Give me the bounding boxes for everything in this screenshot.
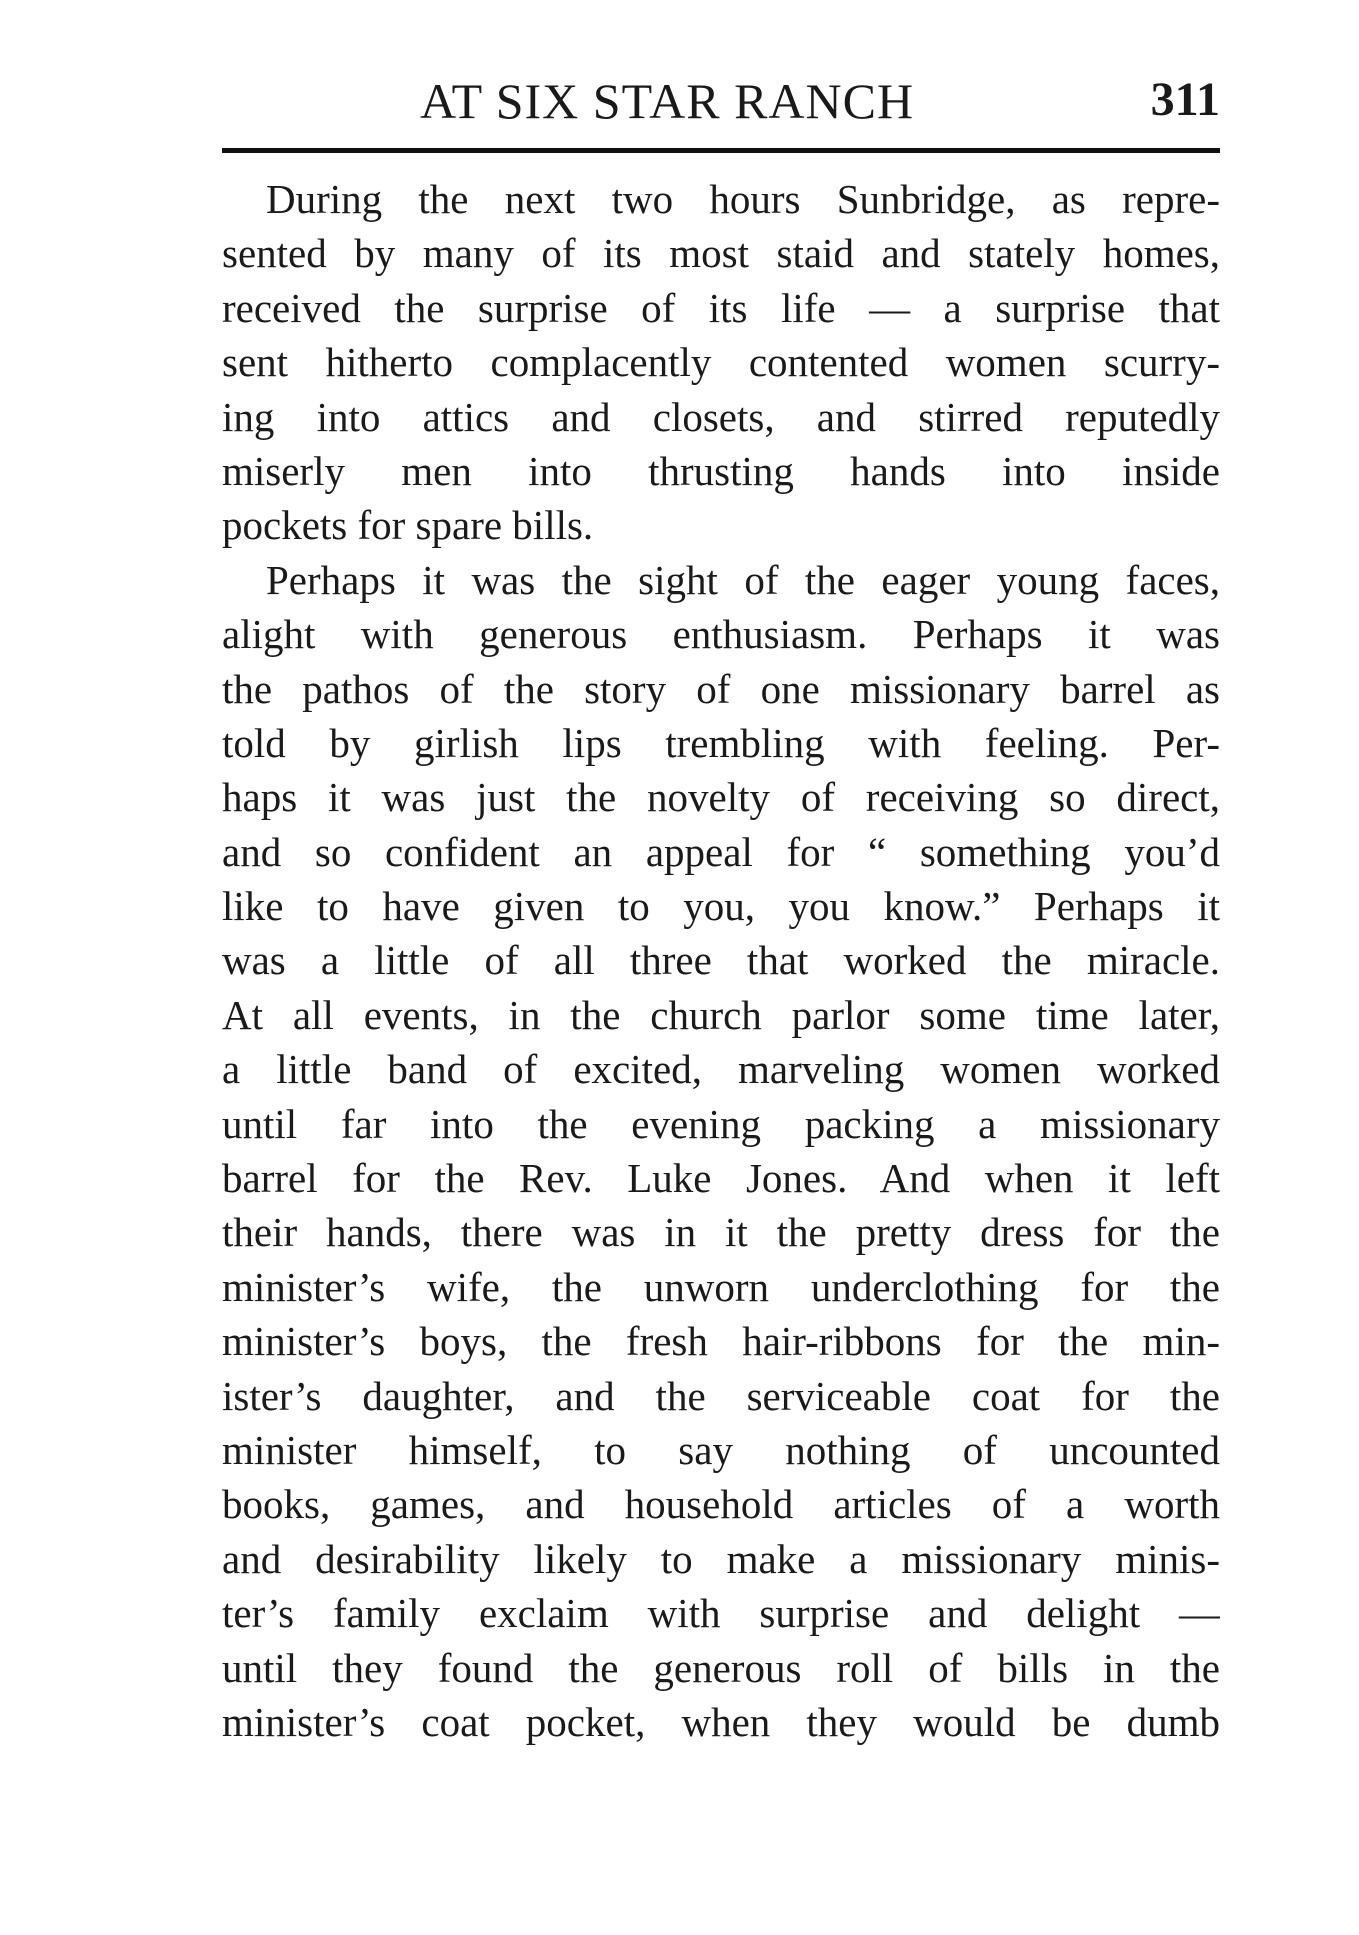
header-rule xyxy=(222,148,1220,153)
text-line: a little band of excited, marveling women worked xyxy=(222,1046,1220,1093)
text-line: Perhaps it was the sight of the eager young faces, xyxy=(266,556,1220,603)
text-line: until far into the evening packing a missionary xyxy=(222,1100,1220,1147)
text-line: until they found the generous roll of bills in the xyxy=(222,1644,1220,1691)
paragraph-2 xyxy=(222,553,1220,1750)
body-text xyxy=(222,172,1220,1749)
text-line: received the surprise of its life — a surprise that xyxy=(222,284,1220,331)
text-line: sented by many of its most staid and stately homes, xyxy=(222,230,1220,277)
text-line: their hands, there was in it the pretty dress for the xyxy=(222,1209,1220,1256)
text-line: During the next two hours Sunbridge, as repre- xyxy=(266,176,1220,222)
text-line: like to have given to you, you know.” Perhaps it xyxy=(222,883,1220,930)
text-line: and desirability likely to make a missionary minis- xyxy=(222,1535,1220,1582)
text-line: pockets for spare bills. xyxy=(222,502,594,549)
text-line: alight with generous enthusiasm. Perhaps it was xyxy=(222,611,1220,658)
text-line: At all events, in the church parlor some time later, xyxy=(222,991,1220,1038)
text-line: minister’s coat pocket, when they would be dumb xyxy=(222,1698,1220,1745)
text-line: sent hitherto complacently contented women scurry- xyxy=(222,339,1220,386)
text-line: ter’s family exclaim with surprise and delight — xyxy=(222,1590,1220,1637)
running-title: AT SIX STAR RANCH xyxy=(420,73,915,129)
text-line: was a little of all three that worked the miracle. xyxy=(222,937,1220,984)
text-line: ing into attics and closets, and stirred reputedly xyxy=(222,393,1220,440)
text-line: barrel for the Rev. Luke Jones. And when it left xyxy=(222,1155,1220,1202)
paragraph-1 xyxy=(222,172,1220,553)
text-line: books, games, and household articles of a worth xyxy=(222,1481,1220,1528)
text-line: miserly men into thrusting hands into inside xyxy=(222,447,1220,494)
text-line: the pathos of the story of one missionary barrel as xyxy=(222,665,1220,712)
page-number: 311 xyxy=(1150,73,1220,126)
text-line: minister’s wife, the unworn underclothing for the xyxy=(222,1263,1220,1310)
text-line: ister’s daughter, and the serviceable coat for the xyxy=(222,1372,1220,1419)
running-head xyxy=(220,72,1220,132)
text-line: and so confident an appeal for “ something you’d xyxy=(222,828,1220,875)
text-line: minister’s boys, the fresh hair-ribbons for the min- xyxy=(222,1318,1220,1365)
text-line: told by girlish lips trembling with feeling. Per- xyxy=(222,719,1220,766)
text-line: haps it was just the novelty of receiving so direct, xyxy=(222,774,1220,821)
text-line: minister himself, to say nothing of uncounted xyxy=(222,1426,1220,1473)
